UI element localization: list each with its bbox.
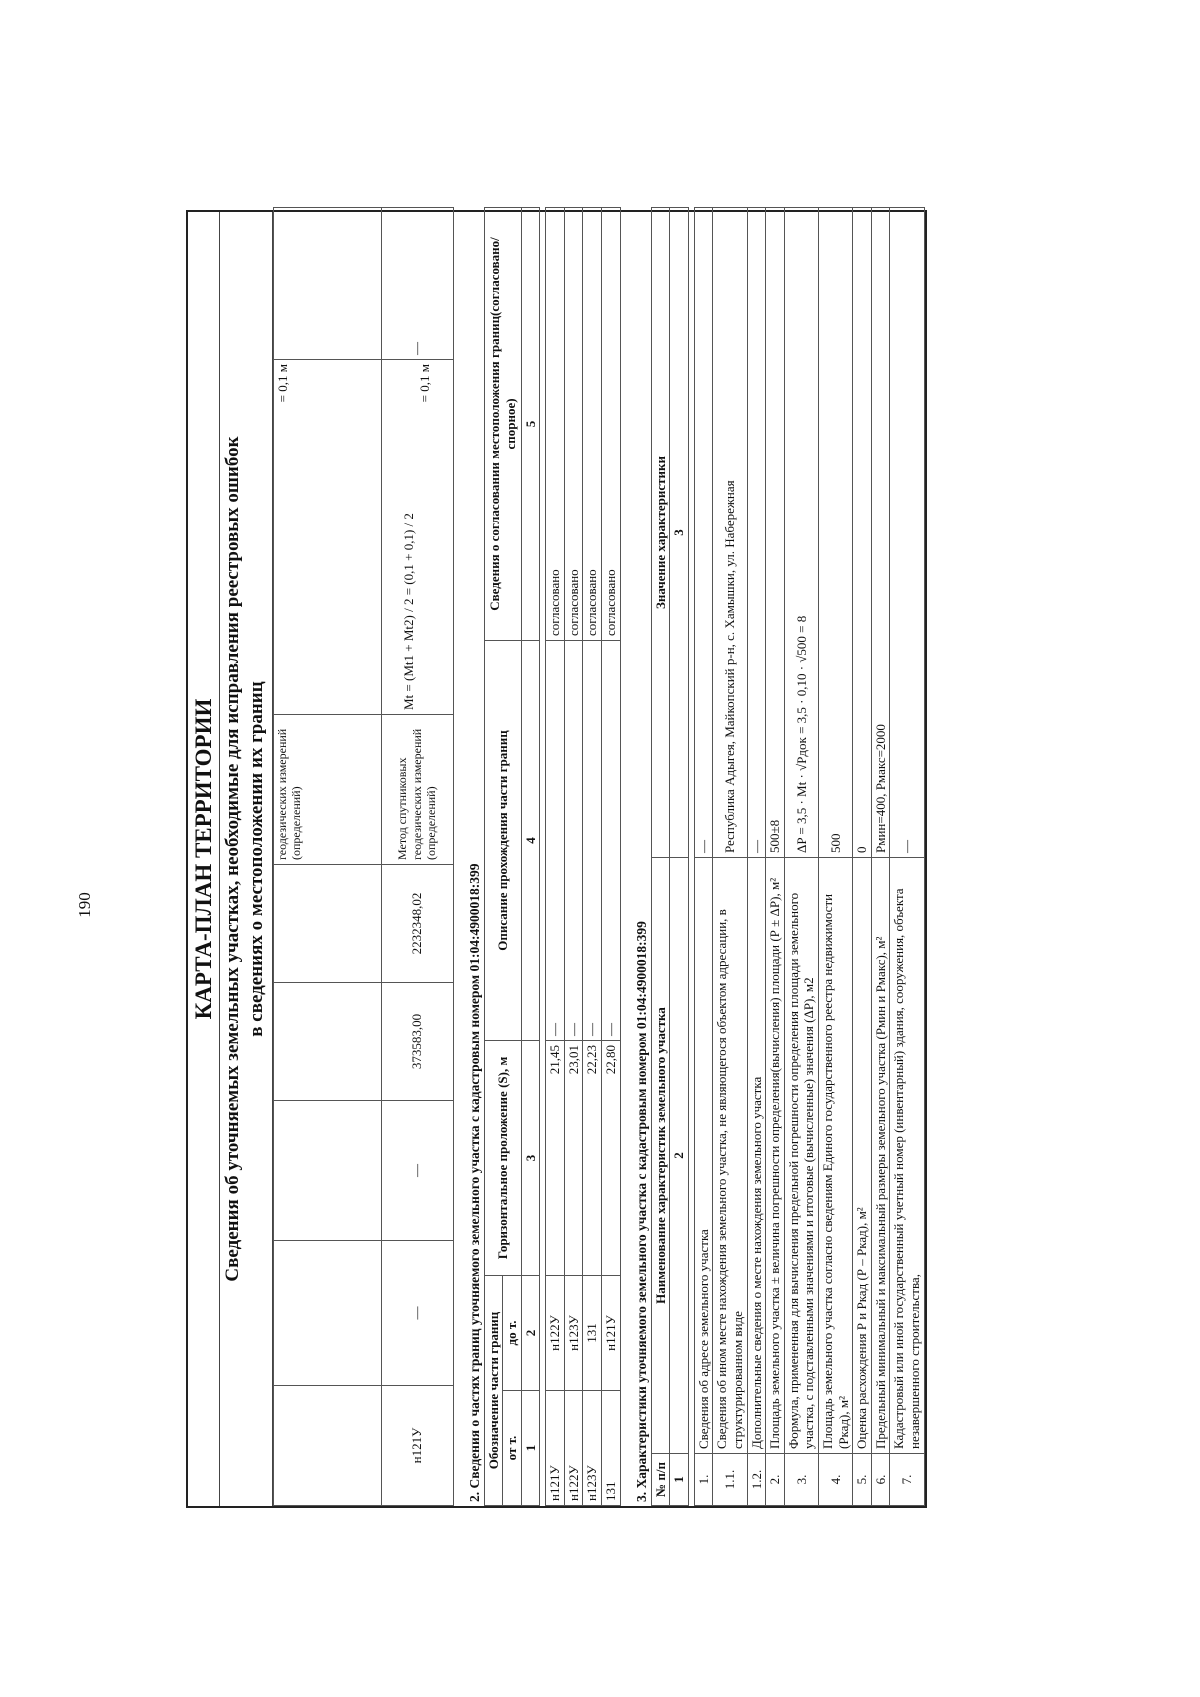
table-row bbox=[784, 208, 818, 1506]
table-row bbox=[871, 208, 890, 1506]
row-name: Дополнительные сведения о месте нахождения земельного участка bbox=[747, 858, 766, 1454]
description-cell: — bbox=[546, 640, 565, 1040]
col-number: 5 bbox=[521, 207, 540, 640]
header-num: № п/п bbox=[651, 1454, 670, 1506]
row-name: Сведения об адресе земельного участка bbox=[694, 858, 713, 1454]
from-cell: н122У bbox=[564, 1391, 583, 1506]
boundary-parts-table bbox=[484, 207, 621, 1506]
col-number: 1 bbox=[521, 1391, 540, 1506]
row-value: 500 bbox=[819, 208, 853, 858]
from-cell: 131 bbox=[602, 1391, 621, 1506]
row-num: 2. bbox=[766, 1454, 785, 1506]
table-row bbox=[381, 208, 453, 1506]
row-num: 5. bbox=[853, 1454, 872, 1506]
col-number: 3 bbox=[521, 1040, 540, 1275]
row-num: 6. bbox=[871, 1454, 890, 1506]
row-name: Формула, примененная для вычисления предельной погрешности определения площади земельного участка, с подставленными значениями и итоговые (вычисленные) значения (ΔР), м2 bbox=[784, 858, 818, 1454]
description-cell: — bbox=[564, 640, 583, 1040]
col-number: 4 bbox=[521, 640, 540, 1040]
row-num: 1.2. bbox=[747, 1454, 766, 1506]
row-value: Рмин=400, Рмакс=2000 bbox=[871, 208, 890, 858]
document-frame bbox=[186, 210, 927, 1508]
col-number: 1 bbox=[670, 1454, 689, 1506]
length-cell: 23,01 bbox=[564, 1040, 583, 1275]
table-row bbox=[853, 208, 872, 1506]
page-number: 190 bbox=[74, 892, 94, 918]
point-last: — bbox=[381, 208, 453, 360]
table-row bbox=[583, 207, 602, 1505]
point-y: 2232348,02 bbox=[381, 865, 453, 983]
point-col2: — bbox=[381, 1241, 453, 1386]
table-row bbox=[766, 208, 785, 1506]
col-number: 3 bbox=[670, 208, 689, 858]
row-name: Площадь земельного участка ± величина погрешности определения(вычисления) площади (Р ± ΔР), м² bbox=[766, 858, 785, 1454]
header-designation: Обозначение части границ bbox=[484, 1275, 503, 1505]
row-name: Кадастровый или иной государственный учетный номер (инвентарный) здания, сооружения, объекта незавершенного строительства, bbox=[890, 858, 924, 1454]
agreement-cell: согласовано bbox=[602, 207, 621, 640]
col-number: 2 bbox=[521, 1275, 540, 1390]
formula-line-2: = 0,1 м bbox=[417, 364, 432, 403]
point-x: 373583,00 bbox=[381, 983, 453, 1101]
to-cell: н122У bbox=[546, 1275, 565, 1390]
table-row bbox=[273, 208, 381, 1506]
row-num: 3. bbox=[784, 1454, 818, 1506]
table-row bbox=[564, 207, 583, 1505]
row-value: 0 bbox=[853, 208, 872, 858]
document-subtitle bbox=[220, 212, 273, 1506]
to-cell: н121У bbox=[602, 1275, 621, 1390]
col-number: 2 bbox=[670, 858, 689, 1454]
method-cell-prev: геодезических измерений (определений) bbox=[273, 715, 381, 865]
row-value: Республика Адыгея, Майкопский р-н, с. Хамышки, ул. Набережная bbox=[713, 208, 747, 858]
from-cell: н121У bbox=[546, 1391, 565, 1506]
description-cell: — bbox=[602, 640, 621, 1040]
table-row bbox=[713, 208, 747, 1506]
section2-heading: 2. Сведения о частях границ уточняемого земельного участка с кадастровым номером 01:04:4900018:399 bbox=[466, 863, 482, 1502]
point-col3: — bbox=[381, 1101, 453, 1241]
description-cell: — bbox=[583, 640, 602, 1040]
length-cell: 22,80 bbox=[602, 1040, 621, 1275]
document-title: КАРТА-ПЛАН ТЕРРИТОРИИ bbox=[188, 212, 220, 1506]
points-table bbox=[273, 207, 454, 1506]
table-row bbox=[747, 208, 766, 1506]
header-name: Наименование характеристик земельного участка bbox=[651, 858, 670, 1454]
table-header-row bbox=[484, 207, 503, 1505]
accuracy-cell-prev: = 0,1 м bbox=[273, 360, 381, 715]
rotated-page-content bbox=[186, 202, 1046, 1508]
table-row bbox=[694, 208, 713, 1506]
row-value: ΔP = 3,5 · Mt · √Pдок = 3,5 · 0,10 · √500 = 8 bbox=[784, 208, 818, 858]
row-num: 1. bbox=[694, 1454, 713, 1506]
row-name: Площадь земельного участка согласно сведениям Единого государственного реестра недвижимости (Ркад), м² bbox=[819, 858, 853, 1454]
header-to: до т. bbox=[503, 1275, 522, 1390]
formula-line-1: Mt = (Mt1 + Mt2) / 2 = (0,1 + 0,1) / 2 bbox=[401, 513, 417, 710]
subtitle-line-1: Сведения об уточняемых земельных участках, необходимые для исправления реестровых ошибок bbox=[222, 436, 243, 1282]
row-name: Предельный минимальный и максимальный размеры земельного участка (Рмин и Рмакс), м² bbox=[871, 858, 890, 1454]
row-num: 7. bbox=[890, 1454, 924, 1506]
subtitle-line-2: в сведениях о местоположении их границ bbox=[245, 681, 267, 1037]
table-row bbox=[602, 207, 621, 1505]
row-value: — bbox=[694, 208, 713, 858]
length-cell: 22,23 bbox=[583, 1040, 602, 1275]
to-cell: 131 bbox=[583, 1275, 602, 1390]
row-num: 1.1. bbox=[713, 1454, 747, 1506]
row-value: 500±8 bbox=[766, 208, 785, 858]
row-value: — bbox=[747, 208, 766, 858]
header-value: Значение характеристики bbox=[651, 208, 670, 858]
characteristics-table bbox=[651, 207, 925, 1506]
point-method: Метод спутниковых геодезических измерений (определений) bbox=[381, 715, 453, 865]
from-cell: н123У bbox=[583, 1391, 602, 1506]
row-num: 4. bbox=[819, 1454, 853, 1506]
column-numbers-row bbox=[670, 208, 689, 1506]
section3-heading: 3. Характеристики уточняемого земельного участка с кадастровым номером 01:04:4900018:399 bbox=[633, 921, 649, 1502]
header-length: Горизонтальное проложение (S), м bbox=[484, 1040, 521, 1275]
agreement-cell: согласовано bbox=[583, 207, 602, 640]
length-cell: 21,45 bbox=[546, 1040, 565, 1275]
agreement-cell: согласовано bbox=[546, 207, 565, 640]
table-header-row bbox=[651, 208, 670, 1506]
table-row bbox=[546, 207, 565, 1505]
point-accuracy-formula bbox=[381, 360, 453, 715]
column-numbers-row bbox=[521, 207, 540, 1505]
row-name: Оценка расхождения Р и Ркад (Р – Ркад), м² bbox=[853, 858, 872, 1454]
table-row bbox=[819, 208, 853, 1506]
point-name: н121У bbox=[381, 1386, 453, 1506]
header-agreement: Сведения о согласовании местоположения границ(согласовано/спорное) bbox=[484, 207, 521, 640]
header-description: Описание прохождения части границ bbox=[484, 640, 521, 1040]
row-value: — bbox=[890, 208, 924, 858]
table-row bbox=[890, 208, 924, 1506]
agreement-cell: согласовано bbox=[564, 207, 583, 640]
row-name: Сведения об ином месте нахождения земельного участка, не являющегося объектом адресации, в структурированном виде bbox=[713, 858, 747, 1454]
header-from: от т. bbox=[503, 1391, 522, 1506]
to-cell: н123У bbox=[564, 1275, 583, 1390]
